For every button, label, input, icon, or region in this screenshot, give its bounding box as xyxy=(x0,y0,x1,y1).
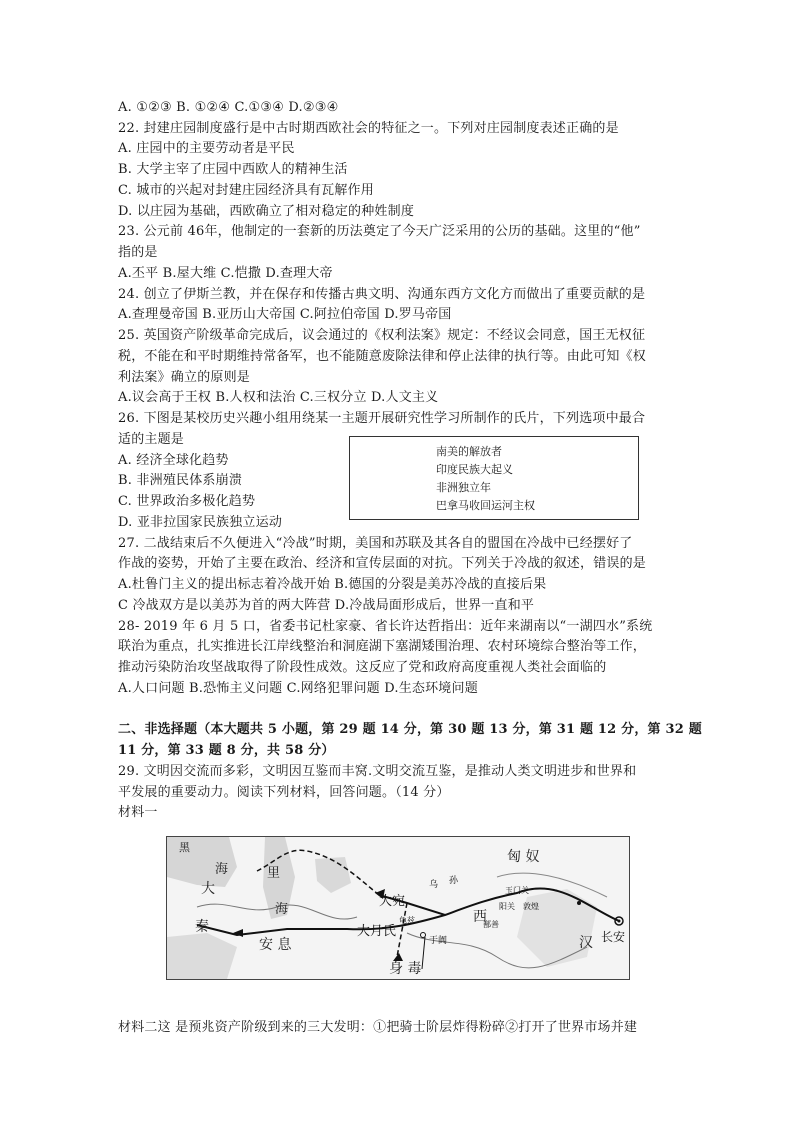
map-label-da: 大 xyxy=(201,881,215,897)
q21-options: A. ①②③ B. ①②④ C.①③④ D.②③④ xyxy=(118,100,339,115)
q27-options-1: A.杜鲁门主义的提出标志着冷战开始 B.德国的分裂是美苏冷战的直接后果 xyxy=(118,577,547,592)
q26-card-box xyxy=(349,436,639,520)
q26-option-b: B. 非洲殖民体系崩溃 xyxy=(118,473,243,488)
q23-stem-cont: 指的是 xyxy=(118,245,158,260)
material-1-label: 材料一 xyxy=(118,805,158,820)
q28-stem: 28- 2019 年 6 月 5 口，省委书记杜家豪、省长许达哲指出：近年来湖南以“一湖四水”系统 xyxy=(118,619,653,634)
q22-option-c: C. 城市的兴起对封建庄园经济具有瓦解作用 xyxy=(118,183,374,198)
q28-stem-cont2: 推动污染防治攻坚战取得了阶段性成效。这反应了党和政府高度重视人类社会面临的 xyxy=(118,660,607,675)
card-line-1: 南美的解放者 xyxy=(436,445,502,458)
map-label-anxi: 安 息 xyxy=(259,937,292,953)
material-2-text: 材料二这 是预兆资产阶级到来的三大发明：①把骑士阶层炸得粉碎②打开了世界市场并建 xyxy=(118,1020,638,1035)
map-label-han: 汉 xyxy=(579,935,593,951)
map-label-shanshan: 鄯善 xyxy=(483,920,499,929)
map-label-xiongnu: 匈 奴 xyxy=(507,849,540,865)
q27-options-2: C 冷战双方是以美苏为首的两大阵营 D.冷战局面形成后，世界一直和平 xyxy=(118,598,535,613)
q29-stem-cont: 平发展的重要动力。阅读下列材料，回答问题。（14 分） xyxy=(118,785,450,800)
q22-option-b: B. 大学主宰了庄园中西欧人的精神生活 xyxy=(118,162,348,177)
sw-region xyxy=(167,933,237,979)
q23-options: A.丕平 B.屋大维 C.恺撒 D.查理大帝 xyxy=(118,266,333,281)
card-line-3: 非洲独立年 xyxy=(436,481,491,494)
q26-stem-cont: 适的主题是 xyxy=(118,432,185,447)
aral-sea-region xyxy=(315,857,351,893)
q22-option-a: A. 庄园中的主要劳动者是平民 xyxy=(118,141,295,156)
q24-options: A.查理曼帝国 B.亚历山大帝国 C.阿拉伯帝国 D.罗马帝国 xyxy=(118,307,452,322)
q28-options: A.人口问题 B.恐怖主义问题 C.网络犯罪问题 D.生态环境问题 xyxy=(118,681,478,696)
map-label-li: 里 xyxy=(267,866,281,881)
q28-stem-cont1: 联治为重点，扎实推进长江岸线整治和洞庭湖下塞湖矮围治理、农村环境综合整治等工作， xyxy=(118,639,647,654)
map-label-dayuezhi: 大月氏 xyxy=(357,924,397,939)
card-line-2: 印度民族大起义 xyxy=(436,463,513,476)
map-label-dawan: 大宛 xyxy=(379,894,406,909)
section-2-heading: 二、非选择题（本大题共 5 小题，第 29 题 14 分，第 30 题 13 分，第 31 题 12 分，第 32 题 xyxy=(118,722,702,737)
map-label-yutian: 于阗 xyxy=(429,936,448,946)
q26-option-c: C. 世界政治多极化趋势 xyxy=(118,494,256,509)
q26-option-d: D. 亚非拉国家民族独立运动 xyxy=(118,515,283,530)
q22-stem: 22. 封建庄园制度盛行是中古时期西欧社会的特征之一。下列对庄园制度表述正确的是 xyxy=(118,121,619,136)
q27-stem: 27. 二战结束后不久便进入“冷战”时期，美国和苏联及其各自的盟国在冷战中已经摆好了 xyxy=(118,536,633,551)
map-svg xyxy=(167,837,629,979)
map-label-shendu: 身 毒 xyxy=(389,961,422,977)
map-label-yangguan: 阳关 xyxy=(499,902,515,911)
q24-stem: 24. 创立了伊斯兰教，并在保存和传播古典文明、沟通东西方文化方而做出了重要贡献的是 xyxy=(118,287,646,302)
map-label-yumen: 玉门关 xyxy=(505,886,529,895)
q25-stem: 25. 英国资产阶级革命完成后，议会通过的《权利法案》规定：不经议会同意，国王无权征 xyxy=(118,328,646,343)
map-label-sun: 孙 xyxy=(449,876,459,886)
q25-stem-cont1: 税，不能在和平时期维持常备军，也不能随意废除法律和停止法律的执行等。由此可知《权 xyxy=(118,349,647,364)
map-label-hai2: 海 xyxy=(275,902,289,917)
q25-stem-cont2: 利法案》确立的原则是 xyxy=(118,370,251,385)
map-label-dunhuang: 敦煌 xyxy=(523,902,539,911)
q27-stem-cont: 作战的姿势，开始了主要在政治、经济和宣传层面的对抗。下列关于冷战的叙述，错误的是 xyxy=(118,556,647,571)
silk-road-map xyxy=(166,836,630,980)
map-label-qin: 秦 xyxy=(195,919,209,935)
map-label-wusun: 乌 xyxy=(429,880,439,890)
q26-option-a: A. 经济全球化趋势 xyxy=(118,453,229,468)
card-line-4: 巴拿马收回运河主权 xyxy=(436,499,535,512)
q25-options: A.议会高于王权 B.人权和法治 C.三权分立 D.人文主义 xyxy=(118,390,439,405)
q29-stem: 29. 文明因交流而多彩，文明因互鉴而丰窝.文明交流互鉴，是推动人类文明进步和世界和 xyxy=(118,764,637,779)
map-label-hai: 海 xyxy=(215,862,229,877)
map-label-changan: 长安 xyxy=(601,930,626,944)
map-label-hei: 黑 xyxy=(179,841,190,854)
section-2-heading-cont: 11 分，第 33 题 8 分，共 58 分） xyxy=(118,743,335,758)
q23-stem: 23. 公元前 46年，他制定的一套新的历法奠定了今天广泛采用的公历的基础。这里的“他” xyxy=(118,224,641,239)
q26-stem: 26. 下图是某校历史兴趣小组用绕某一主题开展研究性学习所制作的氏片，下列选项中最合 xyxy=(118,411,646,426)
map-label-xi: 西 xyxy=(473,909,487,925)
q22-option-d: D. 以庄园为基础，西欧确立了相对稳定的种姓制度 xyxy=(118,204,415,219)
han-region xyxy=(517,889,597,967)
map-label-qiuci: 龟兹 xyxy=(399,916,415,925)
